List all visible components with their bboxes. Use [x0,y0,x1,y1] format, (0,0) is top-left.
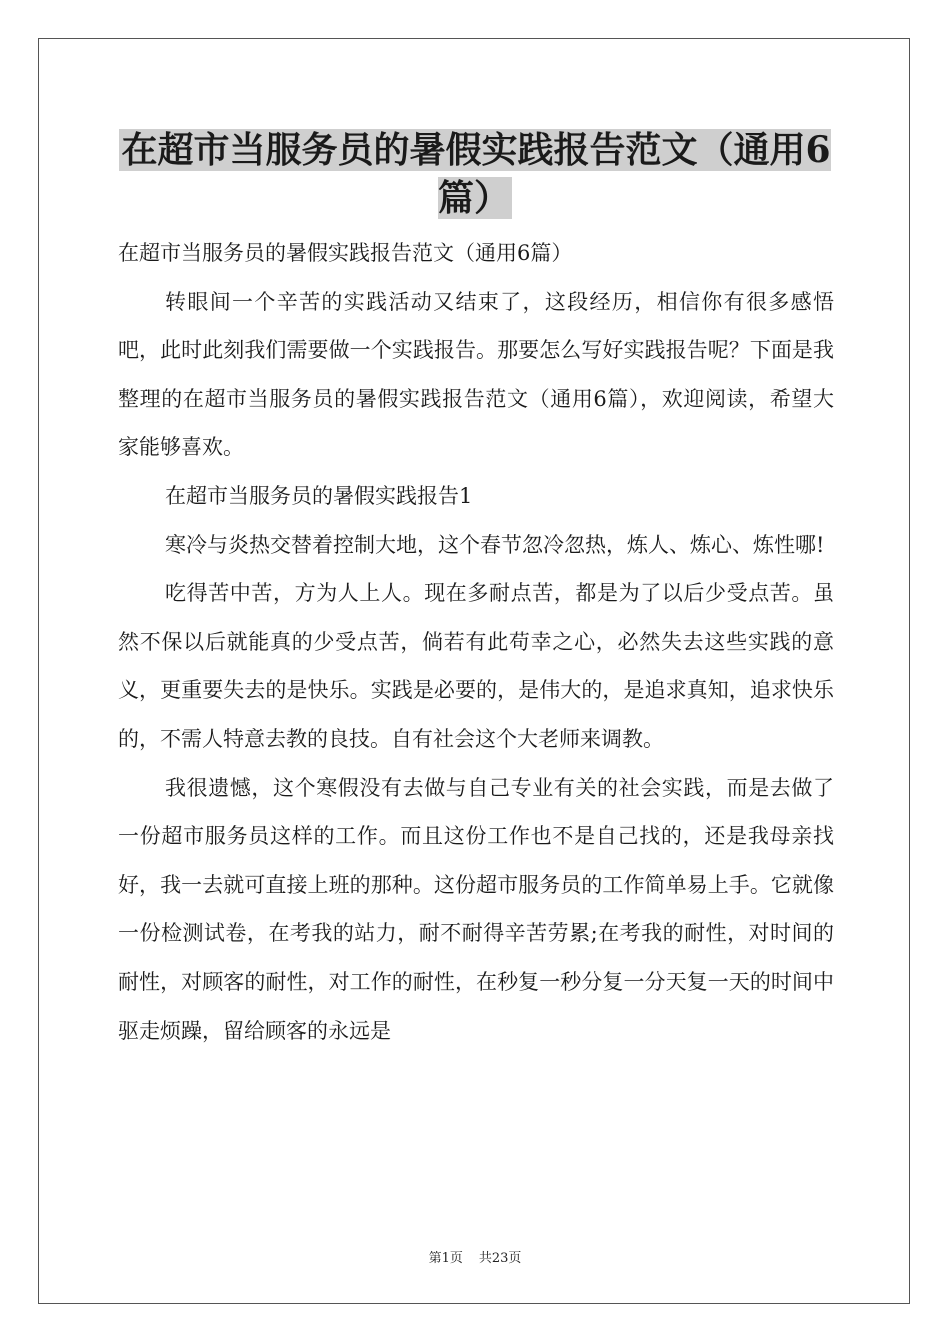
paragraph: 寒冷与炎热交替着控制大地，这个春节忽冷忽热，炼人、炼心、炼性哪! [165,532,825,557]
paragraph: 吃得苦中苦，方为人上人。现在多耐点苦，都是为了以后少受点苦。虽然不保以后就能真的少受点苦，倘若有此苟幸之心，必然失去这些实践的意义，更重要失去的是快乐。实践是必要的，是伟大的，是追求真知，追求快乐的，不需人特意去教的良技。自有社会这个大老师来调教。 [118,581,834,751]
document-title-text: 在超市当服务员的暑假实践报告范文（通用6篇） [121,129,831,219]
paragraph: 我很遗憾，这个寒假没有去做与自己专业有关的社会实践，而是去做了一份超市服务员这样的工作。而且这份工作也不是自己找的，还是我母亲找好，我一去就可直接上班的那种。这份超市服务员的工作简单易上手。它就像一份检测试卷，在考我的站力，耐不耐得辛苦劳累;在考我的耐性，对时间的耐性，对顾客的耐性，对工作的耐性，在秒复一秒分复一分天复一天的时间中驱走烦躁，留给顾客的永远是 [118,775,834,1043]
total-pages: 共23页 [478,1251,522,1266]
paragraph-subtitle: 在超市当服务员的暑假实践报告范文（通用6篇） [118,241,573,265]
page-number: 第1页 [428,1251,463,1266]
page-footer [0,1247,950,1266]
section-heading: 在超市当服务员的暑假实践报告1 [165,483,473,508]
document-body [118,229,834,1055]
paragraph-intro: 转眼间一个辛苦的实践活动又结束了，这段经历，相信你有很多感悟吧，此时此刻我们需要做一个实践报告。那要怎么写好实践报告呢？下面是我整理的在超市当服务员的暑假实践报告范文（通用6篇），欢迎阅读，希望大家能够喜欢。 [118,289,834,460]
document-title [110,126,840,222]
